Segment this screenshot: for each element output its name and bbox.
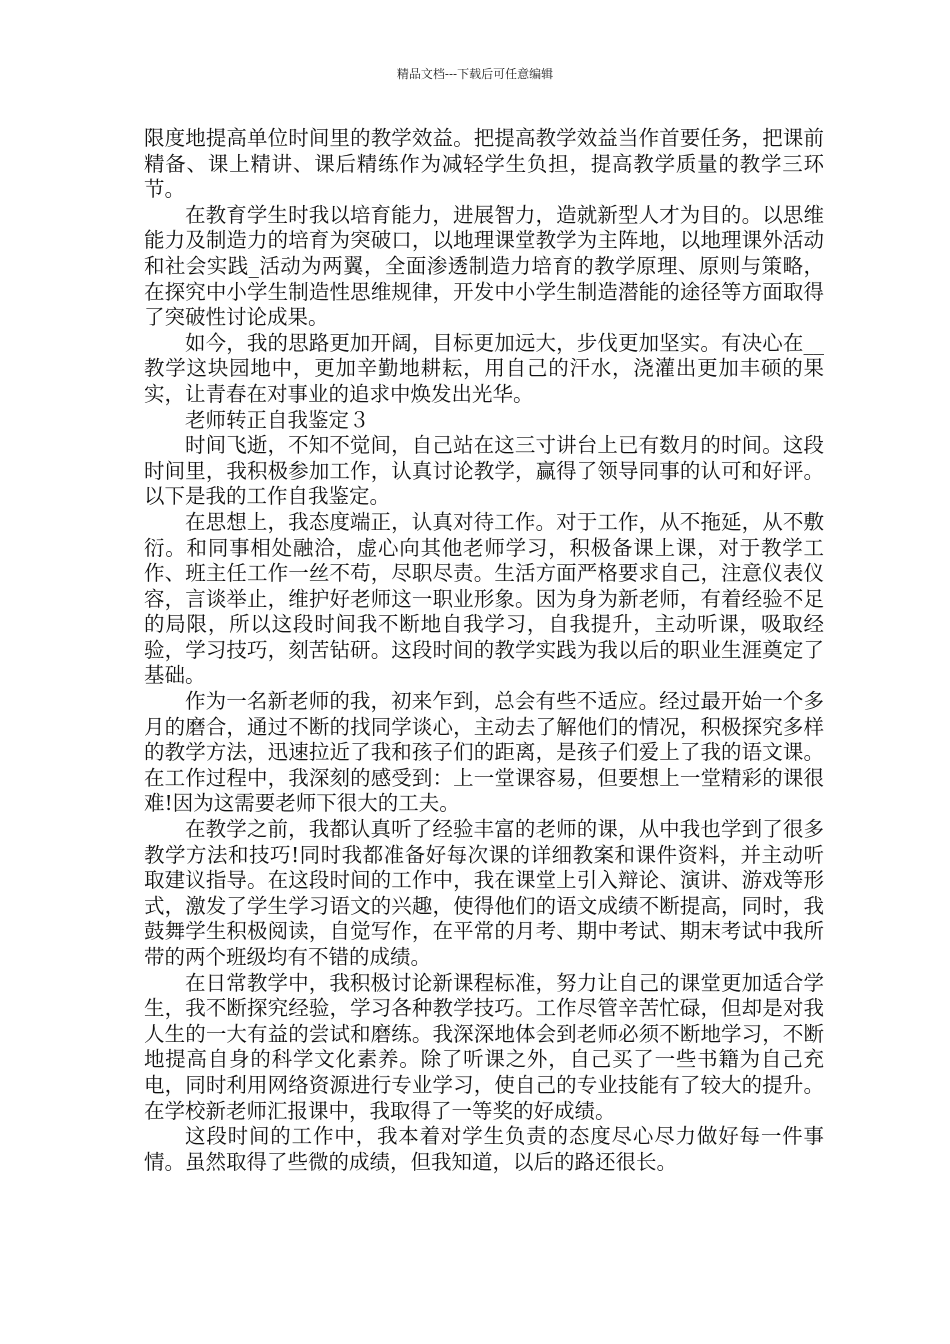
paragraph-1: 限度地提高单位时间里的教学效益。把提高教学效益当作首要任务，把课前精备、课上精讲、课后精练作为减轻学生负担，提高教学质量的教学三环节。 xyxy=(144,126,824,202)
page-header: 精品文档---下载后可任意编辑 xyxy=(396,67,554,81)
paragraph-4: 时间飞逝，不知不觉间，自己站在这三寸讲台上已有数月的时间。这段时间里，我积极参加工作，认真讨论教学，赢得了领导同事的认可和好评。以下是我的工作自我鉴定。 xyxy=(144,433,824,509)
paragraph-5: 在思想上，我态度端正，认真对待工作。对于工作，从不拖延，从不敷衍。和同事相处融洽，虚心向其他老师学习，积极备课上课，对于教学工作、班主任工作一丝不苟，尽职尽责。生活方面严格要求自己，注意仪表仪容，言谈举止，维护好老师这一职业形象。因为身为新老师，有着经验不足的局限，所以这段时间我不断地自我学习，自我提升，主动听课，吸取经验，学习技巧，刻苦钻研。这段时间的教学实践为我以后的职业生涯奠定了基础。 xyxy=(144,509,824,688)
paragraph-9: 这段时间的工作中，我本着对学生负责的态度尽心尽力做好每一件事情。虽然取得了些微的成绩，但我知道，以后的路还很长。 xyxy=(144,1124,824,1174)
section-heading: 老师转正自我鉴定３ xyxy=(185,407,370,432)
document-body xyxy=(144,126,824,1175)
paragraph-8: 在日常教学中，我积极讨论新课程标准，努力让自己的课堂更加适合学生，我不断探究经验，学习各种教学技巧。工作尽管辛苦忙碌，但却是对我人生的一大有益的尝试和磨练。我深深地体会到老师必须不断地学习，不断地提高自身的科学文化素养。除了听课之外，自己买了一些书籍为自己充电，同时利用网络资源进行专业学习，使自己的专业技能有了较大的提升。在学校新老师汇报课中，我取得了一等奖的好成绩。 xyxy=(144,970,824,1123)
paragraph-7: 在教学之前，我都认真听了经验丰富的老师的课，从中我也学到了很多教学方法和技巧!同时我都准备好每次课的详细教案和课件资料，并主动听取建议指导。在这段时间的工作中，我在课堂上引入辩论、演讲、游戏等形式，激发了学生学习语文的兴趣，使得他们的语文成绩不断提高，同时，我鼓舞学生积极阅读，自觉写作，在平常的月考、期中考试、期末考试中我所带的两个班级均有不错的成绩。 xyxy=(144,817,824,969)
paragraph-2: 在教育学生时我以培育能力，进展智力，造就新型人才为目的。以思维能力及制造力的培育为突破口，以地理课堂教学为主阵地，以地理课外活动和社会实践_活动为两翼，全面渗透制造力培育的教学原理、原则与策略，在探究中小学生制造性思维规律，开发中小学生制造潜能的途径等方面取得了突破性讨论成果。 xyxy=(144,202,824,330)
paragraph-6: 作为一名新老师的我，初来乍到，总会有些不适应。经过最开始一个多月的磨合，通过不断的找同学谈心，主动去了解他们的情况，积极探究多样的教学方法，迅速拉近了我和孩子们的距离，是孩子们爱上了我的语文课。在工作过程中，我深刻的感受到：上一堂课容易，但要想上一堂精彩的课很难!因为这需要老师下很大的工夫。 xyxy=(144,689,824,816)
paragraph-3: 如今，我的思路更加开阔，目标更加远大，步伐更加坚实。有决心在__教学这块园地中，更加辛勤地耕耘，用自己的汗水，浇灌出更加丰硕的果实，让青春在对事业的追求中焕发出光华。 xyxy=(144,330,824,406)
